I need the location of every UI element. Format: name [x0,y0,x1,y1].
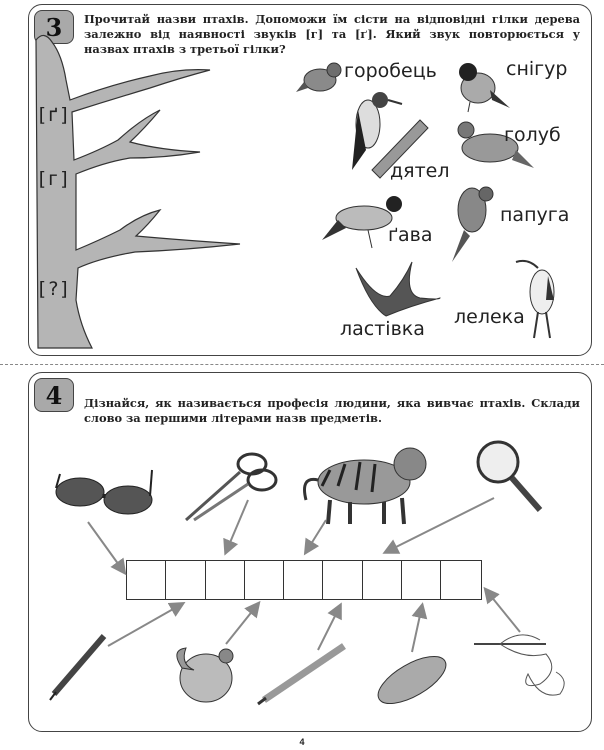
bird-word-stork: лелека [454,306,525,328]
bird-word-pigeon: голуб [504,124,561,146]
bird-word-sparrow: горобець [344,60,437,82]
scissors-icon [186,454,276,520]
needle-icon [474,635,564,695]
branch-label-3: [?] [36,278,71,300]
pencil-icon [258,646,344,704]
turkey-icon [177,648,233,702]
page-number: 4 [299,737,305,747]
bird-word-woodpecker: дятел [390,160,450,182]
branch-label-2: [г] [36,168,71,190]
bird-word-bullfinch: снігур [506,58,568,80]
task-4-number: 4 [34,378,74,412]
bird-word-parrot: папуга [500,204,570,226]
pen-icon [50,636,104,700]
task-4-instruction: Дізнайся, як називається професія людини, яка вивчає птахів. Склади слово за першими літерами назв предметів. [84,396,580,425]
tiger-icon [305,448,427,524]
magnifier-icon [478,442,540,510]
task-3-number: 3 [34,10,74,44]
cucumber-icon [371,647,453,713]
bird-word-crow: ґава [388,224,433,246]
bird-word-swallow: ластівка [340,318,425,340]
task-3-instruction: Прочитай назви птахів. Допоможи їм сісти на відповідні гілки дерева залежно від наявності звуків [г] та [ґ]. Який звук повторюється у назвах птахів з третьої гілки? [84,12,580,56]
branch-label-1: [ґ] [36,104,71,126]
glasses-icon [56,470,152,514]
